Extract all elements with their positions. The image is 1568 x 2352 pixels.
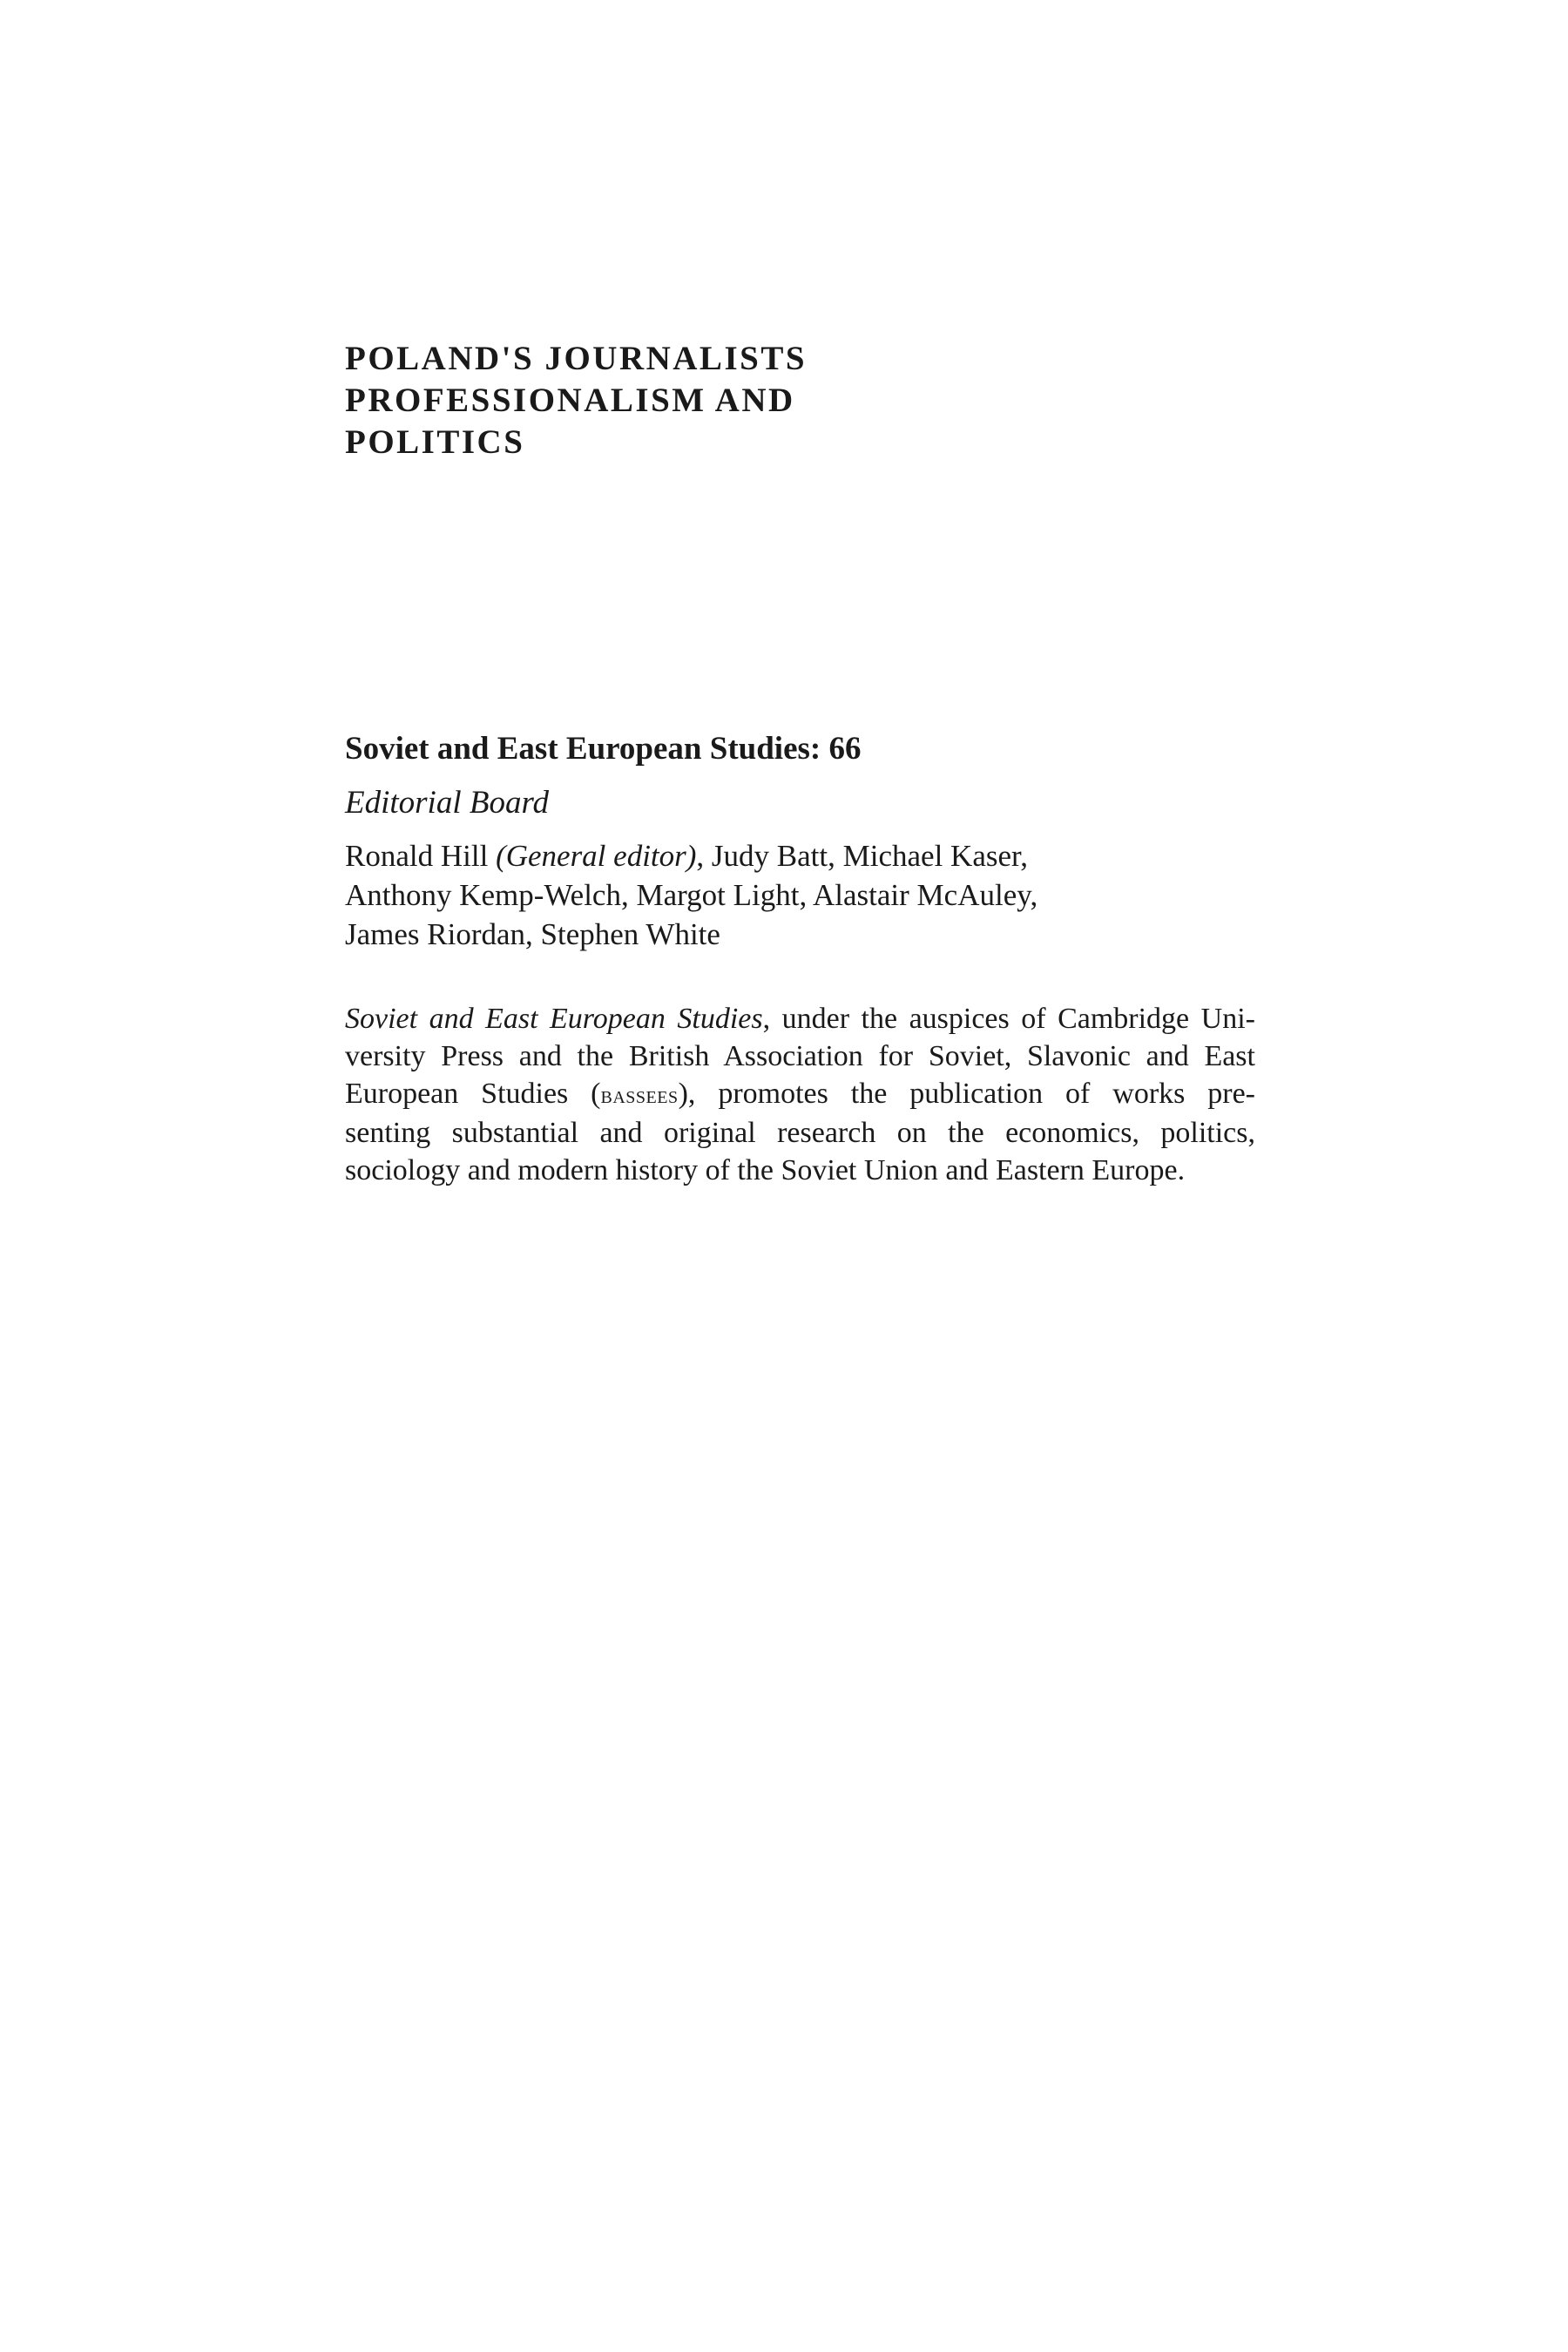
book-title-line-3: POLITICS [345,423,525,461]
board-members-line-1 [345,836,1260,875]
book-title-line-2: PROFESSIONALISM AND [345,382,795,419]
series-name-italic: Soviet and East European Studies [345,1003,763,1035]
series-title: Soviet and East European Studies: 66 [345,731,862,767]
description-line-2: versity Press and the British Association for Soviet, Slavonic and East [345,1040,1255,1072]
description-line-3 [345,1075,1255,1114]
book-title-line-1: POLAND'S JOURNALISTS [345,340,808,377]
description-line-1 [345,1000,1255,1037]
bassees-acronym: bassees [600,1081,679,1109]
editorial-board-members [345,836,1260,954]
general-editor-role: (General editor) [496,839,697,873]
description-line-4: senting substantial and original research on the economics, politics, [345,1117,1255,1149]
board-members-line-3: James Riordan, Stephen White [345,917,720,951]
description-line-1-rest: , under the auspices of Cambridge Uni- [762,1003,1255,1035]
description-line-3-a: European Studies ( [345,1078,601,1110]
description-line-3-b: ), promotes the publication of works pre- [678,1078,1256,1110]
series-info [345,728,1260,954]
editorial-board-heading: Editorial Board [345,785,549,821]
book-title [345,338,1303,463]
description-line-5: sociology and modern history of the Soviet Union and Eastern Europe. [345,1154,1186,1186]
board-members-line-2: Anthony Kemp-Welch, Margot Light, Alastair McAuley, [345,878,1038,912]
series-description [345,1000,1255,1189]
member-general-editor-name: Ronald Hill [345,839,497,873]
board-members-line-1-rest: , Judy Batt, Michael Kaser, [696,839,1029,873]
